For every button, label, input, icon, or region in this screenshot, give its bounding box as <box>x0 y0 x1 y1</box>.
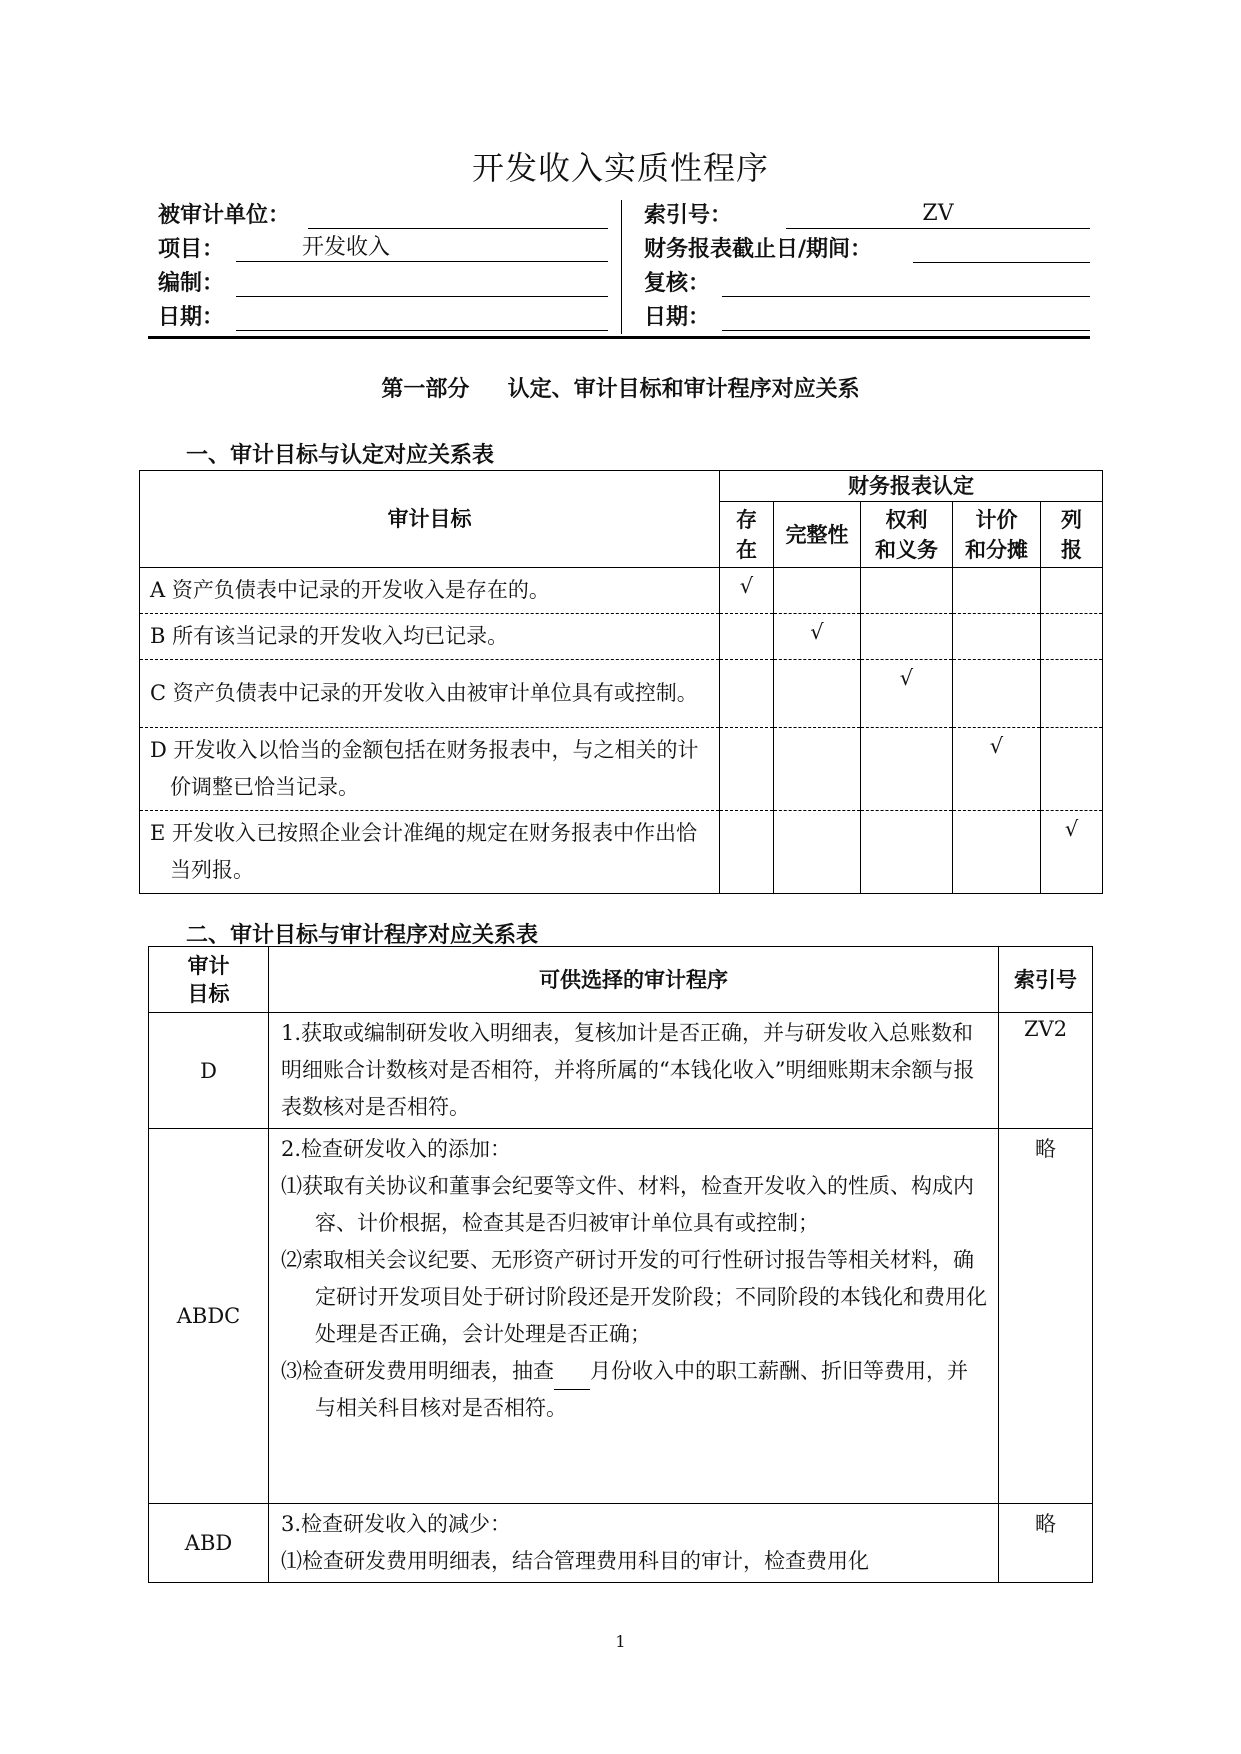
date-field[interactable] <box>236 302 608 331</box>
audit-goal-text: A 资产负债表中记录的开发收入是存在的。 <box>150 578 550 602</box>
month-blank[interactable] <box>554 1367 590 1390</box>
audit-goal-text: E 开发收入已按照企业会计准绳的规定在财务报表中作出恰当列报。 <box>150 821 698 882</box>
assertion-col-header: 计价 和分摊 <box>953 502 1041 568</box>
prepared-field[interactable] <box>236 268 608 297</box>
procedure-ref: ZV2 <box>999 1013 1093 1129</box>
audit-goal-cell <box>140 568 720 614</box>
assertion-row <box>140 660 1103 728</box>
review-field[interactable] <box>722 268 1090 297</box>
assertion-col-header: 完整性 <box>774 502 861 568</box>
assertion-check-cell <box>953 811 1041 894</box>
assertion-check-cell <box>774 568 861 614</box>
index-field[interactable]: ZV <box>786 200 1090 229</box>
page-number: 1 <box>615 1632 626 1651</box>
procedure-line <box>281 1353 988 1427</box>
audit-goal-text: B 所有该当记录的开发收入均已记录。 <box>150 624 509 648</box>
review-label: 复核： <box>644 271 711 296</box>
assertion-check-cell: √ <box>953 728 1041 811</box>
assertion-row <box>140 811 1103 894</box>
assertion-col-header: 权利 和义务 <box>861 502 953 568</box>
assertion-check-cell <box>861 811 953 894</box>
goal-header: 审计目标 <box>140 471 720 568</box>
assertion-check-cell <box>1041 728 1103 811</box>
assertion-check-cell <box>861 568 953 614</box>
assertion-check-cell: √ <box>1041 811 1103 894</box>
document-title: 开发收入实质性程序 <box>471 149 769 187</box>
assertion-col-header: 列 报 <box>1041 502 1103 568</box>
assertion-check-cell <box>953 660 1041 728</box>
assertion-check-cell <box>720 728 774 811</box>
audit-goal-text: C 资产负债表中记录的开发收入由被审计单位具有或控制。 <box>150 681 698 705</box>
assertion-check-cell: √ <box>720 568 774 614</box>
assertion-col-header: 存 在 <box>720 502 774 568</box>
assertion-check-cell <box>774 728 861 811</box>
procedure-text <box>269 1504 999 1583</box>
procedure-goal: ABDC <box>149 1129 269 1504</box>
index-col-header: 索引号 <box>999 947 1093 1013</box>
assertion-check-cell <box>720 660 774 728</box>
prepared-label: 编制： <box>158 271 225 296</box>
date2-field[interactable] <box>722 302 1090 331</box>
procedure-goal: D <box>149 1013 269 1129</box>
procedure-ref: 略 <box>999 1504 1093 1583</box>
audit-goal-cell <box>140 728 720 811</box>
procedure-line: 3.检查研发收入的减少： <box>281 1512 512 1536</box>
procedure-line-pre: ⑶检查研发费用明细表，抽查 <box>281 1359 554 1383</box>
period-field[interactable] <box>913 234 1090 263</box>
procedure-table <box>148 946 1093 1583</box>
assertion-check-cell <box>1041 660 1103 728</box>
audit-goal-text: D 开发收入以恰当的金额包括在财务报表中，与之相关的计价调整已恰当记录。 <box>150 738 699 799</box>
project-label: 项目： <box>158 237 225 262</box>
index-label: 索引号： <box>644 203 733 228</box>
audit-goal-cell <box>140 660 720 728</box>
header-info-block <box>148 200 1090 339</box>
period-label: 财务报表截止日/期间： <box>644 237 873 262</box>
procedure-col-header: 可供选择的审计程序 <box>269 947 999 1013</box>
assertion-check-cell <box>1041 568 1103 614</box>
assertion-check-cell: √ <box>774 614 861 660</box>
project-field[interactable]: 开发收入 <box>236 234 608 262</box>
audit-goal-cell <box>140 614 720 660</box>
assertion-row <box>140 728 1103 811</box>
assertion-check-cell: √ <box>861 660 953 728</box>
header-divider <box>621 200 622 334</box>
procedure-text <box>269 1013 999 1129</box>
procedure-line-post: 月份收入中的职工薪酬、折旧等费用，并与相关科目核对是否相符。 <box>315 1359 968 1420</box>
procedure-line: ⑴检查研发费用明细表，结合管理费用科目的审计，检查费用化 <box>281 1549 869 1573</box>
assertion-check-cell <box>861 614 953 660</box>
date-label: 日期： <box>158 305 225 330</box>
assertion-check-cell <box>720 614 774 660</box>
audit-goal-cell <box>140 811 720 894</box>
procedure-ref: 略 <box>999 1129 1093 1504</box>
procedure-line: 2.检查研发收入的添加： <box>281 1137 512 1161</box>
assertion-header: 财务报表认定 <box>720 471 1103 502</box>
procedure-goal: ABD <box>149 1504 269 1583</box>
assertion-row <box>140 614 1103 660</box>
section1-title: 一、审计目标与认定对应关系表 <box>186 443 495 468</box>
assertion-check-cell <box>861 728 953 811</box>
date2-label: 日期： <box>644 305 711 330</box>
assertion-row <box>140 568 1103 614</box>
assertion-check-cell <box>774 660 861 728</box>
procedure-line: ⑴获取有关协议和董事会纪要等文件、材料，检查开发收入的性质、构成内容、计价根据，检查其是否归被审计单位具有或控制； <box>281 1174 974 1235</box>
assertion-check-cell <box>953 614 1041 660</box>
procedure-line: ⑵索取相关会议纪要、无形资产研讨开发的可行性研讨报告等相关材料，确定研讨开发项目处于研讨阶段还是开发阶段；不同阶段的本钱化和费用化处理是否正确，会计处理是否正确； <box>281 1248 987 1346</box>
section2-title: 二、审计目标与审计程序对应关系表 <box>186 923 539 948</box>
assertion-table <box>139 470 1103 894</box>
assertion-check-cell <box>774 811 861 894</box>
assertion-check-cell <box>720 811 774 894</box>
auditee-field[interactable] <box>308 200 608 229</box>
procedure-text <box>269 1129 999 1504</box>
assertion-check-cell <box>1041 614 1103 660</box>
assertion-check-cell <box>953 568 1041 614</box>
part1-title: 第一部分 认定、审计目标和审计程序对应关系 <box>381 377 860 402</box>
auditee-label: 被审计单位： <box>158 203 291 228</box>
goal-col-header: 审计 目标 <box>149 947 269 1013</box>
procedure-line: 1.获取或编制研发收入明细表，复核加计是否正确，并与研发收入总账数和明细账合计数核对是否相符，并将所属的“本钱化收入”明细账期末余额与报表数核对是否相符。 <box>281 1021 975 1119</box>
